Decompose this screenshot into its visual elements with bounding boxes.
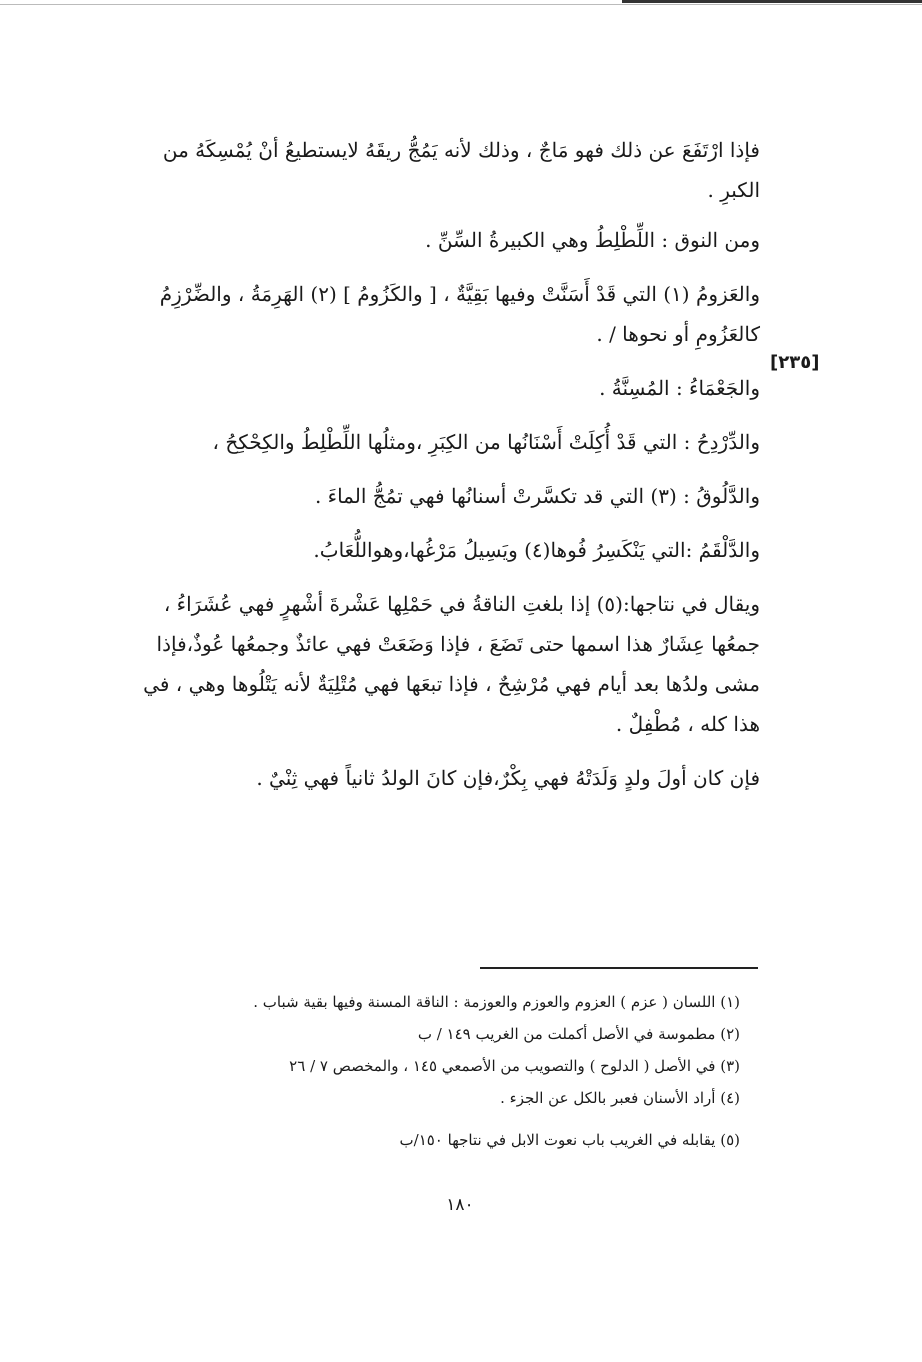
paragraph-4: والجَعْمَاءُ : المُسِنَّةُ .: [599, 376, 760, 400]
footnote-4: (٤) أراد الأسنان فعبر بالكل عن الجزء .: [500, 1089, 740, 1107]
paragraph-9: فإن كان أولَ ولدٍ وَلَدَتْهُ فهي بِكْرٌ،فإن كانَ الولدُ ثانياً فهي ثِنْيٌ .: [256, 766, 760, 790]
paragraph-6: والدَّلُوقُ : (٣) التي قد تكسَّرتْ أسنانُها فهي تمُجُّ الماءَ .: [314, 484, 760, 508]
paragraph-5: والدِّرْدِحُ : التي قَدْ أُكِلَتْ أَسْنَانُها من الكِبَرِ ،ومثلُها اللِّطْلِطُ والكِحْكِحُ ،: [212, 430, 760, 454]
footnote-divider: [480, 967, 758, 969]
main-text: [140, 130, 760, 812]
paragraph-2: ومن النوق : اللِّطْلِطُ وهي الكبيرةُ السِّنِّ .: [425, 228, 760, 252]
margin-page-reference: [٢٣٥]: [770, 352, 820, 373]
scan-edge-shadow: [622, 0, 922, 3]
footnote-2: (٢) مطموسة في الأصل أكملت من الغريب ١٤٩ / ب: [417, 1025, 740, 1043]
footnotes: [140, 986, 740, 1156]
paragraph-7: والدَّلْقَمُ :التي يَنْكَسِرُ فُوها(٤) ويَسِيلُ مَرْغُها،وهواللُّعَابُ.: [313, 538, 760, 562]
paragraph-1: فإذا ارْتَفَعَ عن ذلك فهو مَاجٌ ، وذلك لأنه يَمُجُّ ريقَهُ لايستطيعُ أنْ يُمْسِكَهُ من الكبرِ .: [162, 138, 760, 202]
paragraph-3: والعَزومُ (١) التي قَدْ أَسَنَّتْ وفيها بَقِيَّةٌ ، [ والكَزُومُ ] (٢) الهَرِمَةُ ، والضِّرْزِمُ كالعَزُومِ أو نحوها / .: [159, 282, 760, 346]
page-number: ١٨٠: [446, 1195, 474, 1215]
footnote-5: (٥) يقابله في الغريب باب نعوت الابل في نتاجها ١٥٠/ب: [399, 1131, 740, 1149]
scan-top-edge: [0, 0, 922, 10]
footnote-3: (٣) في الأصل ( الدلوح ) والتصويب من الأصمعي ١٤٥ ، والمخصص ٧ / ٢٦: [289, 1057, 740, 1075]
scan-edge-line: [0, 4, 922, 5]
footnote-1: (١) اللسان ( عزم ) العزوم والعوزم والعوزمة : الناقة المسنة وفيها بقية شباب .: [253, 993, 740, 1011]
paragraph-8: ويقال في نتاجها:(٥) إذا بلغتِ الناقةُ في حَمْلِها عَشْرةَ أشْهرٍ فهي عُشَرَاءُ ، جمعُها عِشَارٌ هذا اسمها حتى تَضَعَ ، فإذا وَضَعَتْ فهي عائذٌ وجمعُها عُوذٌ،فإذا مشى ولدُها بعد أيام فهي مُرْشِحٌ ، فإذا تبعَها فهي مُتْلِيَةٌ لأنه يَتْلُوها وهي ، في هذا كله ، مُطْفِلٌ .: [143, 592, 760, 736]
